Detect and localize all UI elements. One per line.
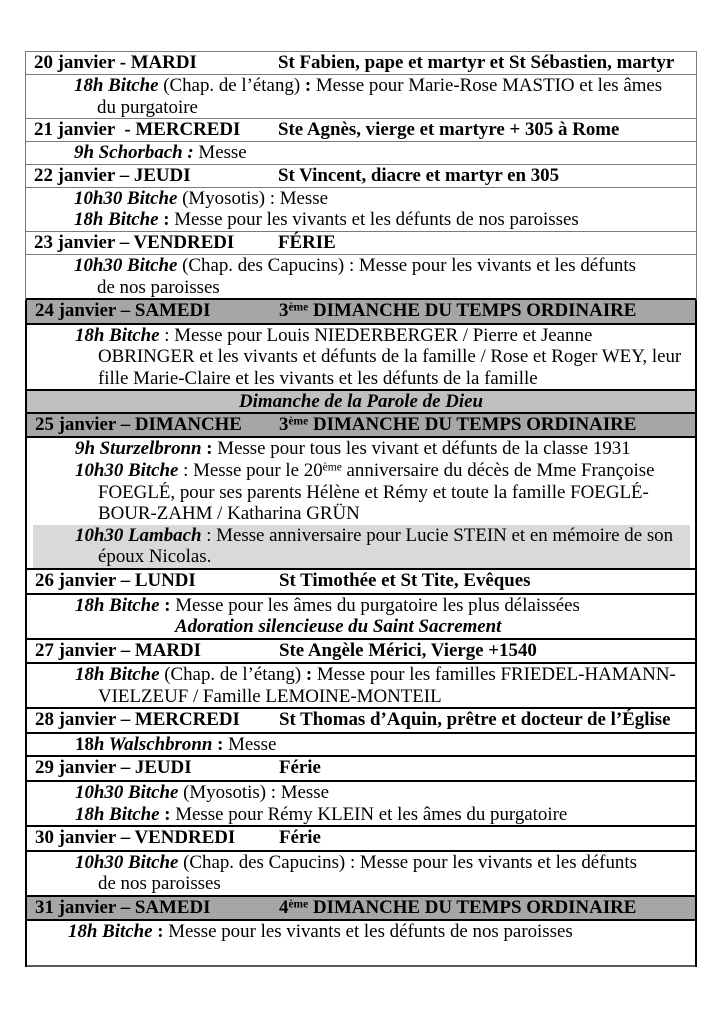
- title-text: DIMANCHE DU TEMPS ORDINAIRE: [308, 413, 637, 435]
- entry-text: 18h Bitche: [75, 324, 160, 346]
- day-title: [279, 827, 321, 850]
- title-text: Ste Angèle Mérici, Vierge +1540: [279, 639, 537, 661]
- entry-text: Messe: [223, 733, 277, 755]
- entry-line: [26, 277, 696, 299]
- adoration-note: [27, 616, 695, 638]
- entry-text: :: [159, 803, 171, 825]
- day-title: [278, 165, 559, 187]
- entry-line: [26, 142, 696, 164]
- title-text: Ste Agnès, vierge et martyre + 305 à Rome: [278, 119, 620, 141]
- day-date: 22 janvier – JEUDI: [34, 164, 191, 186]
- day-body: [26, 188, 696, 232]
- entry-text: Adoration silencieuse du Saint Sacrement: [175, 616, 502, 638]
- entry-text: 9h Schorbach :: [74, 142, 194, 164]
- entry-text: (Myosotis) : Messe: [177, 187, 328, 209]
- day-date: 27 janvier – MARDI: [35, 639, 201, 661]
- title-text: St Thomas d’Aquin, prêtre et docteur de l’Église: [279, 709, 671, 731]
- entry-line: [33, 525, 690, 547]
- day-date: 23 janvier – VENDREDI: [34, 231, 235, 253]
- entry-line: [26, 188, 696, 210]
- day-date: 24 janvier – SAMEDI: [35, 300, 211, 322]
- entry-text: fille Marie-Claire et les vivants et les défunts de la famille: [98, 367, 538, 389]
- day-body: [27, 325, 695, 392]
- day-block: [25, 51, 697, 119]
- day-title: [279, 757, 321, 780]
- day-title: [278, 119, 619, 141]
- entry-text: :: [201, 438, 213, 460]
- entry-text: 18h Bitche: [74, 209, 159, 231]
- day-body: [27, 734, 695, 758]
- day-header: [27, 827, 695, 852]
- mass-schedule-table: [25, 51, 697, 967]
- day-body: [27, 438, 695, 570]
- entry-line: [27, 852, 695, 874]
- entry-text: : Messe pour Louis NIEDERBERGER / Pierre et Jeanne: [159, 324, 593, 346]
- entry-text: Messe pour les familles FRIEDEL-HAMANN-: [312, 664, 676, 686]
- entry-text: BOUR-ZAHM / Katharina GRÜN: [98, 503, 360, 525]
- mass-entry: [26, 75, 696, 118]
- day-block: [25, 570, 697, 640]
- day-body: [27, 782, 695, 827]
- day-header: [26, 51, 696, 75]
- title-ordinal-suffix: ème: [288, 415, 309, 428]
- day-header: [27, 757, 695, 782]
- day-date: 25 janvier – DIMANCHE: [35, 413, 242, 435]
- entry-line: [27, 616, 695, 638]
- day-title: [278, 52, 674, 74]
- day-block: [25, 414, 697, 570]
- entry-line: [27, 782, 695, 804]
- entry-text: : Messe pour le 20: [178, 460, 323, 482]
- entry-text: époux Nicolas.: [98, 546, 212, 568]
- mass-entry: [26, 188, 696, 210]
- day-body: [27, 595, 695, 640]
- day-date: 30 janvier – VENDREDI: [35, 827, 236, 849]
- mass-entry: [27, 664, 695, 707]
- entry-text: 18: [75, 733, 94, 755]
- day-block: [25, 757, 697, 827]
- day-body: [26, 75, 696, 119]
- mass-entry: [27, 782, 695, 804]
- entry-text: Messe pour Rémy KLEIN et les âmes du purgatoire: [170, 803, 568, 825]
- entry-text: (Chap. des Capucins) : Messe pour les vivants et les défunts: [178, 851, 637, 873]
- title-text: Férie: [279, 827, 321, 849]
- banner-row: [25, 391, 697, 414]
- day-title: [279, 570, 531, 593]
- day-body: [27, 921, 695, 966]
- entry-line: [27, 438, 695, 460]
- entry-text: 18h Bitche: [75, 594, 160, 616]
- title-ordinal: 4: [279, 896, 289, 918]
- day-title: [278, 232, 336, 254]
- title-text: Férie: [279, 757, 321, 779]
- entry-line: [27, 664, 695, 686]
- entry-line: [27, 503, 695, 525]
- mass-entry: [27, 852, 695, 895]
- day-title: [279, 897, 636, 920]
- entry-text: 18h Bitche: [75, 664, 160, 686]
- day-block: [25, 165, 697, 232]
- title-text: DIMANCHE DU TEMPS ORDINAIRE: [308, 896, 637, 918]
- day-block: [25, 300, 697, 391]
- mass-entry: [27, 921, 695, 943]
- entry-line: [27, 921, 695, 943]
- day-header: [26, 165, 696, 188]
- day-block: [25, 897, 697, 967]
- day-header: [26, 232, 696, 255]
- entry-line: [27, 460, 695, 482]
- entry-text: :: [304, 75, 312, 96]
- banner-text: Dimanche de la Parole de Dieu: [239, 391, 483, 413]
- entry-line: [26, 255, 696, 277]
- day-date: 21 janvier - MERCREDI: [34, 119, 241, 141]
- mass-entry: [27, 438, 695, 460]
- day-header: [27, 709, 695, 734]
- entry-text: Messe pour tous les vivant et défunts de la classe 1931: [212, 438, 631, 460]
- entry-text: de nos paroisses: [97, 276, 220, 298]
- title-ordinal-suffix: ème: [288, 301, 309, 314]
- entry-text: (Chap. de l’étang): [158, 75, 305, 96]
- entry-text: VIELZEUF / Famille LEMOINE-MONTEIL: [98, 685, 442, 707]
- mass-entry: [27, 734, 695, 756]
- entry-text: ème: [322, 461, 342, 474]
- entry-line: [27, 686, 695, 708]
- entry-text: 18h Bitche: [68, 921, 153, 943]
- day-block: [25, 232, 697, 300]
- entry-text: :: [152, 921, 164, 943]
- title-text: St Timothée et St Tite, Evêques: [279, 570, 531, 591]
- day-header: [27, 570, 695, 595]
- day-block: [25, 640, 697, 710]
- day-header: [27, 640, 695, 665]
- day-header: [27, 300, 695, 325]
- title-text: FÉRIE: [278, 231, 336, 253]
- entry-text: :: [305, 664, 313, 686]
- mass-entry: [26, 142, 696, 164]
- entry-text: (Chap. des Capucins) : Messe pour les vivants et les défunts: [177, 254, 636, 276]
- entry-line: [26, 75, 696, 97]
- entry-line: [27, 346, 695, 368]
- entry-text: OBRINGER et les vivants et défunts de la famille / Rose et Roger WEY, leur: [98, 346, 682, 368]
- entry-text: (Myosotis) : Messe: [178, 781, 329, 803]
- day-block: [25, 827, 697, 897]
- entry-line: [27, 368, 695, 390]
- entry-text: h Walschbronn: [93, 733, 213, 755]
- entry-line: [33, 546, 690, 568]
- entry-text: 10h30 Lambach: [75, 524, 202, 546]
- title-text: St Vincent, diacre et martyr en 305: [278, 164, 560, 186]
- entry-line: [26, 209, 696, 231]
- title-ordinal: 3: [279, 413, 289, 435]
- entry-text: : Messe anniversaire pour Lucie STEIN et en mémoire de son: [201, 524, 674, 546]
- day-body: [27, 664, 695, 709]
- entry-line: [26, 97, 696, 119]
- entry-text: 18h Bitche: [75, 803, 160, 825]
- entry-text: du purgatoire: [97, 96, 198, 118]
- day-body: [26, 142, 696, 165]
- mass-entry: [27, 460, 695, 525]
- entry-text: anniversaire du décès de Mme Françoise: [341, 460, 655, 482]
- entry-text: 10h30 Bitche: [75, 460, 179, 482]
- entry-text: 9h Sturzelbronn: [75, 438, 202, 460]
- entry-text: 10h30 Bitche: [75, 781, 179, 803]
- entry-text: 10h30 Bitche: [74, 254, 178, 276]
- title-text: St Fabien, pape et martyr et St Sébastien, martyr: [278, 52, 675, 73]
- entry-line: [27, 482, 695, 504]
- day-date: 29 janvier – JEUDI: [35, 757, 192, 779]
- day-header: [27, 897, 695, 922]
- day-date: 31 janvier – SAMEDI: [35, 896, 211, 918]
- title-text: DIMANCHE DU TEMPS ORDINAIRE: [308, 300, 637, 322]
- entry-text: Messe: [193, 142, 247, 164]
- day-title: [279, 414, 636, 437]
- entry-line: [27, 734, 695, 756]
- entry-line: [27, 325, 695, 347]
- day-date: 26 janvier – LUNDI: [35, 570, 196, 591]
- title-ordinal-suffix: ème: [288, 898, 309, 911]
- mass-entry: [33, 525, 690, 568]
- entry-text: :: [158, 209, 170, 231]
- day-date: 28 janvier – MERCREDI: [35, 709, 240, 731]
- entry-text: (Chap. de l’étang): [159, 664, 306, 686]
- day-header: [26, 119, 696, 142]
- entry-line: [27, 873, 695, 895]
- entry-text: 10h30 Bitche: [75, 851, 179, 873]
- entry-text: Messe pour les vivants et les défunts de nos paroisses: [163, 921, 573, 943]
- mass-entry: [26, 255, 696, 298]
- day-block: [25, 709, 697, 757]
- entry-text: 10h30 Bitche: [74, 187, 178, 209]
- entry-text: FOEGLÉ, pour ses parents Hélène et Rémy et toute la famille FOEGLÉ-: [98, 481, 649, 503]
- day-date: 20 janvier - MARDI: [34, 52, 197, 73]
- entry-text: Messe pour les âmes du purgatoire les plus délaissées: [170, 594, 580, 616]
- day-body: [26, 255, 696, 300]
- entry-text: 18h Bitche: [74, 75, 159, 96]
- mass-entry: [27, 325, 695, 390]
- entry-text: :: [212, 733, 224, 755]
- entry-line: [27, 804, 695, 826]
- day-title: [279, 709, 670, 732]
- title-ordinal: 3: [279, 300, 289, 322]
- day-title: [279, 640, 537, 663]
- mass-entry: [27, 595, 695, 617]
- mass-entry: [27, 804, 695, 826]
- entry-line: [27, 595, 695, 617]
- entry-text: Messe pour Marie-Rose MASTIO et les âmes: [311, 75, 663, 96]
- entry-text: Messe pour les vivants et les défunts de nos paroisses: [169, 209, 579, 231]
- day-body: [27, 852, 695, 897]
- entry-text: :: [159, 594, 171, 616]
- entry-text: de nos paroisses: [98, 873, 221, 895]
- day-block: [25, 119, 697, 165]
- day-title: [279, 300, 636, 323]
- mass-entry: [26, 209, 696, 231]
- day-header: [27, 414, 695, 439]
